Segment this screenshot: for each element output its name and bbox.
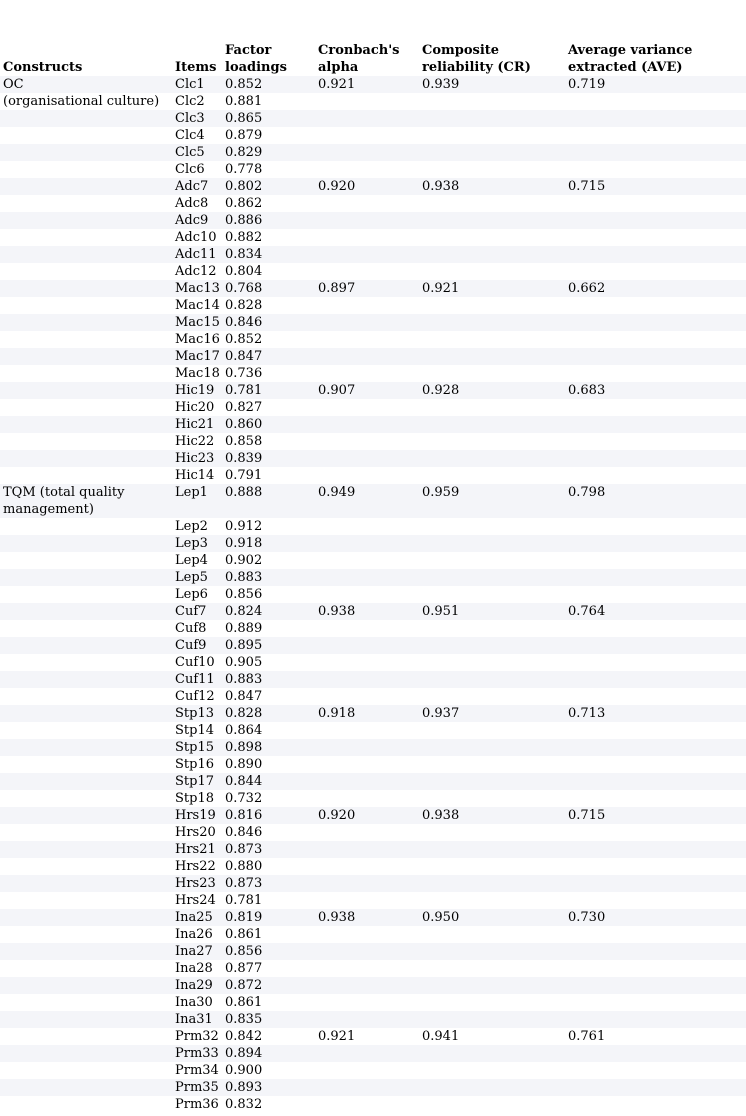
table-row <box>0 127 746 144</box>
item-cell: Stp17 <box>175 774 214 789</box>
loading-cell: 0.861 <box>225 995 263 1010</box>
loading-cell: 0.856 <box>225 944 263 959</box>
ave-cell: 0.764 <box>568 604 606 619</box>
item-cell: Hic22 <box>175 434 215 449</box>
loading-cell: 0.894 <box>225 1046 263 1061</box>
table-row <box>0 76 746 93</box>
item-cell: Ina28 <box>175 961 213 976</box>
item-cell: Lep4 <box>175 553 208 568</box>
loading-cell: 0.847 <box>225 689 263 704</box>
item-cell: Mac13 <box>175 281 220 296</box>
alpha-cell: 0.938 <box>318 910 356 925</box>
item-cell: Hic19 <box>175 383 215 398</box>
header-ave: Average variance extracted (AVE) <box>568 43 693 75</box>
item-cell: Cuf7 <box>175 604 207 619</box>
item-cell: Mac16 <box>175 332 220 347</box>
table-row <box>0 926 746 943</box>
table-row <box>0 654 746 671</box>
loading-cell: 0.890 <box>225 757 263 772</box>
table-row <box>0 195 746 212</box>
loading-cell: 0.816 <box>225 808 263 823</box>
loading-cell: 0.862 <box>225 196 263 211</box>
table-row <box>0 892 746 909</box>
item-cell: Mac18 <box>175 366 220 381</box>
alpha-cell: 0.918 <box>318 706 356 721</box>
table-row <box>0 348 746 365</box>
item-cell: Hrs24 <box>175 893 216 908</box>
loading-cell: 0.835 <box>225 1012 263 1027</box>
loading-cell: 0.864 <box>225 723 263 738</box>
ave-cell: 0.798 <box>568 485 606 500</box>
loading-cell: 0.828 <box>225 298 263 313</box>
table-row <box>0 960 746 977</box>
item-cell: Lep6 <box>175 587 208 602</box>
item-cell: Stp18 <box>175 791 214 806</box>
ave-cell: 0.761 <box>568 1029 606 1044</box>
table-row <box>0 416 746 433</box>
table-row <box>0 399 746 416</box>
item-cell: Adc9 <box>175 213 209 228</box>
loading-cell: 0.879 <box>225 128 263 143</box>
item-cell: Cuf10 <box>175 655 215 670</box>
loading-cell: 0.827 <box>225 400 263 415</box>
table-row <box>0 1079 746 1096</box>
item-cell: Adc8 <box>175 196 209 211</box>
loading-cell: 0.819 <box>225 910 263 925</box>
table-row <box>0 1011 746 1028</box>
item-cell: Lep2 <box>175 519 208 534</box>
table-row <box>0 484 746 518</box>
item-cell: Lep3 <box>175 536 208 551</box>
cr-cell: 0.921 <box>422 281 460 296</box>
table-row <box>0 433 746 450</box>
loading-cell: 0.900 <box>225 1063 263 1078</box>
loading-cell: 0.861 <box>225 927 263 942</box>
table-row <box>0 875 746 892</box>
table-row <box>0 858 746 875</box>
loading-cell: 0.873 <box>225 842 263 857</box>
loading-cell: 0.824 <box>225 604 263 619</box>
table-row <box>0 229 746 246</box>
loading-cell: 0.781 <box>225 383 263 398</box>
item-cell: Adc12 <box>175 264 217 279</box>
table-row <box>0 212 746 229</box>
table-row <box>0 586 746 603</box>
item-cell: Hrs21 <box>175 842 216 857</box>
item-cell: Clc1 <box>175 77 205 92</box>
loading-cell: 0.873 <box>225 876 263 891</box>
table-row <box>0 841 746 858</box>
item-cell: Adc10 <box>175 230 217 245</box>
cr-cell: 0.937 <box>422 706 460 721</box>
item-cell: Prm32 <box>175 1029 219 1044</box>
table-row <box>0 467 746 484</box>
item-cell: Prm36 <box>175 1097 219 1112</box>
loading-cell: 0.886 <box>225 213 263 228</box>
loading-cell: 0.781 <box>225 893 263 908</box>
table-row <box>0 382 746 399</box>
ave-cell: 0.713 <box>568 706 606 721</box>
item-cell: Mac14 <box>175 298 220 313</box>
item-cell: Prm33 <box>175 1046 219 1061</box>
loading-cell: 0.880 <box>225 859 263 874</box>
cr-cell: 0.941 <box>422 1029 460 1044</box>
item-cell: Lep5 <box>175 570 208 585</box>
table-row <box>0 1062 746 1079</box>
table-row <box>0 620 746 637</box>
item-cell: Ina30 <box>175 995 213 1010</box>
alpha-cell: 0.949 <box>318 485 356 500</box>
loading-cell: 0.844 <box>225 774 263 789</box>
table-row <box>0 297 746 314</box>
table-row <box>0 824 746 841</box>
table-row <box>0 144 746 161</box>
loading-cell: 0.852 <box>225 77 263 92</box>
item-cell: Cuf8 <box>175 621 207 636</box>
item-cell: Hic20 <box>175 400 215 415</box>
item-cell: Clc6 <box>175 162 205 177</box>
table-row <box>0 1045 746 1062</box>
table-row <box>0 263 746 280</box>
item-cell: Clc4 <box>175 128 205 143</box>
item-cell: Mac15 <box>175 315 220 330</box>
loading-cell: 0.732 <box>225 791 263 806</box>
loading-cell: 0.828 <box>225 706 263 721</box>
loading-cell: 0.804 <box>225 264 263 279</box>
table-row <box>0 943 746 960</box>
loading-cell: 0.856 <box>225 587 263 602</box>
table-row <box>0 450 746 467</box>
table-row <box>0 977 746 994</box>
header-cronbach-alpha: Cronbach's alpha <box>318 43 400 75</box>
table-row <box>0 603 746 620</box>
item-cell: Hrs23 <box>175 876 216 891</box>
cr-cell: 0.950 <box>422 910 460 925</box>
loading-cell: 0.858 <box>225 434 263 449</box>
cr-cell: 0.938 <box>422 179 460 194</box>
loading-cell: 0.791 <box>225 468 263 483</box>
table-row <box>0 688 746 705</box>
item-cell: Adc7 <box>175 179 209 194</box>
table-row <box>0 756 746 773</box>
loading-cell: 0.768 <box>225 281 263 296</box>
item-cell: Stp16 <box>175 757 214 772</box>
ave-cell: 0.730 <box>568 910 606 925</box>
table-row <box>0 773 746 790</box>
table-row <box>0 909 746 926</box>
table-row <box>0 1028 746 1045</box>
construct-cell: (organisational culture) <box>3 94 160 109</box>
loading-cell: 0.829 <box>225 145 263 160</box>
table-row <box>0 178 746 195</box>
table-row <box>0 518 746 535</box>
header-constructs: Constructs <box>3 60 83 75</box>
item-cell: Ina31 <box>175 1012 213 1027</box>
loading-cell: 0.834 <box>225 247 263 262</box>
loading-cell: 0.918 <box>225 536 263 551</box>
loading-cell: 0.881 <box>225 94 263 109</box>
item-cell: Hrs19 <box>175 808 216 823</box>
table-body <box>0 76 746 1113</box>
table-row <box>0 790 746 807</box>
construct-cell: OC <box>3 77 24 92</box>
item-cell: Clc2 <box>175 94 205 109</box>
loading-cell: 0.883 <box>225 570 263 585</box>
loading-cell: 0.882 <box>225 230 263 245</box>
cr-cell: 0.938 <box>422 808 460 823</box>
item-cell: Hrs20 <box>175 825 216 840</box>
item-cell: Adc11 <box>175 247 217 262</box>
item-cell: Hic23 <box>175 451 215 466</box>
item-cell: Ina27 <box>175 944 213 959</box>
table-row <box>0 365 746 382</box>
loading-cell: 0.846 <box>225 315 263 330</box>
table-row <box>0 280 746 297</box>
ave-cell: 0.683 <box>568 383 606 398</box>
loading-cell: 0.902 <box>225 553 263 568</box>
cr-cell: 0.959 <box>422 485 460 500</box>
table-row <box>0 331 746 348</box>
cr-cell: 0.928 <box>422 383 460 398</box>
cr-cell: 0.939 <box>422 77 460 92</box>
table-row <box>0 994 746 1011</box>
alpha-cell: 0.921 <box>318 77 356 92</box>
header-composite-reliability: Composite reliability (CR) <box>422 43 531 75</box>
loading-cell: 0.877 <box>225 961 263 976</box>
ave-cell: 0.715 <box>568 808 606 823</box>
item-cell: Lep1 <box>175 485 208 500</box>
item-cell: Stp14 <box>175 723 214 738</box>
table-row <box>0 1096 746 1113</box>
loading-cell: 0.860 <box>225 417 263 432</box>
construct-cell: TQM (total quality management) <box>3 485 125 517</box>
table-row <box>0 637 746 654</box>
header-items: Items <box>175 60 217 75</box>
loading-cell: 0.839 <box>225 451 263 466</box>
loading-cell: 0.888 <box>225 485 263 500</box>
item-cell: Hic21 <box>175 417 215 432</box>
item-cell: Prm35 <box>175 1080 219 1095</box>
alpha-cell: 0.907 <box>318 383 356 398</box>
alpha-cell: 0.938 <box>318 604 356 619</box>
cr-cell: 0.951 <box>422 604 460 619</box>
alpha-cell: 0.921 <box>318 1029 356 1044</box>
ave-cell: 0.719 <box>568 77 606 92</box>
header-factor-loadings: Factor loadings <box>225 43 287 75</box>
item-cell: Cuf12 <box>175 689 215 704</box>
loading-cell: 0.832 <box>225 1097 263 1112</box>
table-row <box>0 246 746 263</box>
loading-cell: 0.872 <box>225 978 263 993</box>
loading-cell: 0.846 <box>225 825 263 840</box>
table-row <box>0 671 746 688</box>
table-row <box>0 552 746 569</box>
table-row <box>0 161 746 178</box>
loading-cell: 0.889 <box>225 621 263 636</box>
item-cell: Mac17 <box>175 349 220 364</box>
loading-cell: 0.905 <box>225 655 263 670</box>
table-row <box>0 110 746 127</box>
loading-cell: 0.852 <box>225 332 263 347</box>
item-cell: Ina26 <box>175 927 213 942</box>
loading-cell: 0.847 <box>225 349 263 364</box>
item-cell: Ina29 <box>175 978 213 993</box>
alpha-cell: 0.920 <box>318 179 356 194</box>
table-row <box>0 535 746 552</box>
item-cell: Cuf11 <box>175 672 215 687</box>
item-cell: Hic14 <box>175 468 215 483</box>
loading-cell: 0.895 <box>225 638 263 653</box>
table-row <box>0 739 746 756</box>
item-cell: Ina25 <box>175 910 213 925</box>
loading-cell: 0.898 <box>225 740 263 755</box>
table-header <box>0 42 746 76</box>
loading-cell: 0.865 <box>225 111 263 126</box>
item-cell: Stp15 <box>175 740 214 755</box>
ave-cell: 0.662 <box>568 281 606 296</box>
loading-cell: 0.893 <box>225 1080 263 1095</box>
reliability-table <box>0 42 746 1113</box>
table-row <box>0 705 746 722</box>
loading-cell: 0.883 <box>225 672 263 687</box>
item-cell: Cuf9 <box>175 638 207 653</box>
table-row <box>0 93 746 110</box>
loading-cell: 0.736 <box>225 366 263 381</box>
table-row <box>0 314 746 331</box>
loading-cell: 0.802 <box>225 179 263 194</box>
alpha-cell: 0.897 <box>318 281 356 296</box>
item-cell: Hrs22 <box>175 859 216 874</box>
loading-cell: 0.912 <box>225 519 263 534</box>
table-row <box>0 569 746 586</box>
table-row <box>0 807 746 824</box>
item-cell: Prm34 <box>175 1063 219 1078</box>
loading-cell: 0.842 <box>225 1029 263 1044</box>
loading-cell: 0.778 <box>225 162 263 177</box>
ave-cell: 0.715 <box>568 179 606 194</box>
alpha-cell: 0.920 <box>318 808 356 823</box>
item-cell: Clc3 <box>175 111 205 126</box>
table-row <box>0 722 746 739</box>
item-cell: Stp13 <box>175 706 214 721</box>
item-cell: Clc5 <box>175 145 205 160</box>
